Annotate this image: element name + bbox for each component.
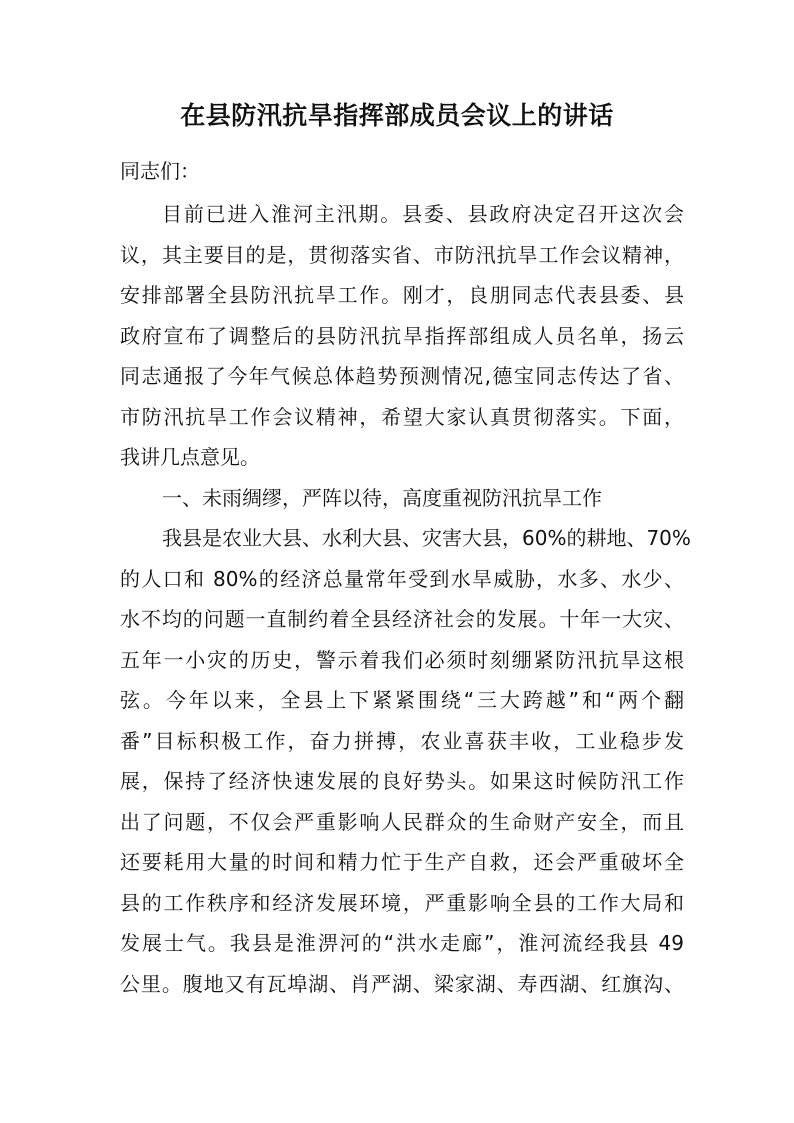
- body-line: 展，保持了经济快速发展的良好势头。如果这时候防汛工作: [120, 769, 684, 793]
- body-line: 水不均的问题一直制约着全县经济社会的发展。十年一大灾、: [120, 607, 684, 631]
- body-line: 我讲几点意见。: [120, 445, 260, 469]
- body-line: 出了问题，不仅会严重影响人民群众的生命财产安全，而且: [120, 809, 684, 834]
- body-line: 发展士气。我县是淮淠河的“洪水走廊”，淮河流经我县 49: [120, 931, 684, 955]
- body-line: 我县是农业大县、水利大县、灾害大县，60%的耕地、70%: [162, 526, 691, 550]
- body-line: 同志通报了今年气候总体趋势预测情况,德宝同志传达了省、: [120, 364, 684, 388]
- body-line: 五年一小灾的历史，警示着我们必须时刻绷紧防汛抗旱这根: [120, 647, 684, 672]
- body-line: 还要耗用大量的时间和精力忙于生产自救，还会严重破坏全: [120, 850, 684, 874]
- speech-body: [120, 194, 691, 1004]
- body-line: 的人口和 80%的经济总量常年受到水旱威胁，水多、水少、: [120, 566, 684, 591]
- body-line: 番”目标积极工作，奋力拼搏，农业喜获丰收，工业稳步发: [120, 728, 684, 753]
- body-line: 弦。今年以来，全县上下紧紧围绕“三大跨越”和“两个翻: [120, 688, 684, 712]
- body-line: 安排部署全县防汛抗旱工作。刚才，良朋同志代表县委、县: [120, 283, 684, 307]
- body-line: 政府宣布了调整后的县防汛抗旱指挥部组成人员名单，扬云: [120, 323, 684, 348]
- body-line: 目前已进入淮河主汛期。县委、县政府决定召开这次会: [162, 202, 684, 226]
- body-line: 公里。腹地又有瓦埠湖、肖严湖、梁家湖、寿西湖、红旗沟、: [120, 971, 684, 996]
- document-title: 在县防汛抗旱指挥部成员会议上的讲话: [180, 101, 614, 130]
- greeting: 同志们：: [120, 159, 200, 183]
- body-line: 市防汛抗旱工作会议精神，希望大家认真贯彻落实。下面，: [120, 404, 684, 429]
- body-line: 县的工作秩序和经济发展环境，严重影响全县的工作大局和: [120, 890, 684, 915]
- body-line: 议，其主要目的是，贯彻落实省、市防汛抗旱工作会议精神，: [120, 242, 684, 267]
- section-heading: 一、未雨绸缪，严阵以待，高度重视防汛抗旱工作: [162, 485, 602, 510]
